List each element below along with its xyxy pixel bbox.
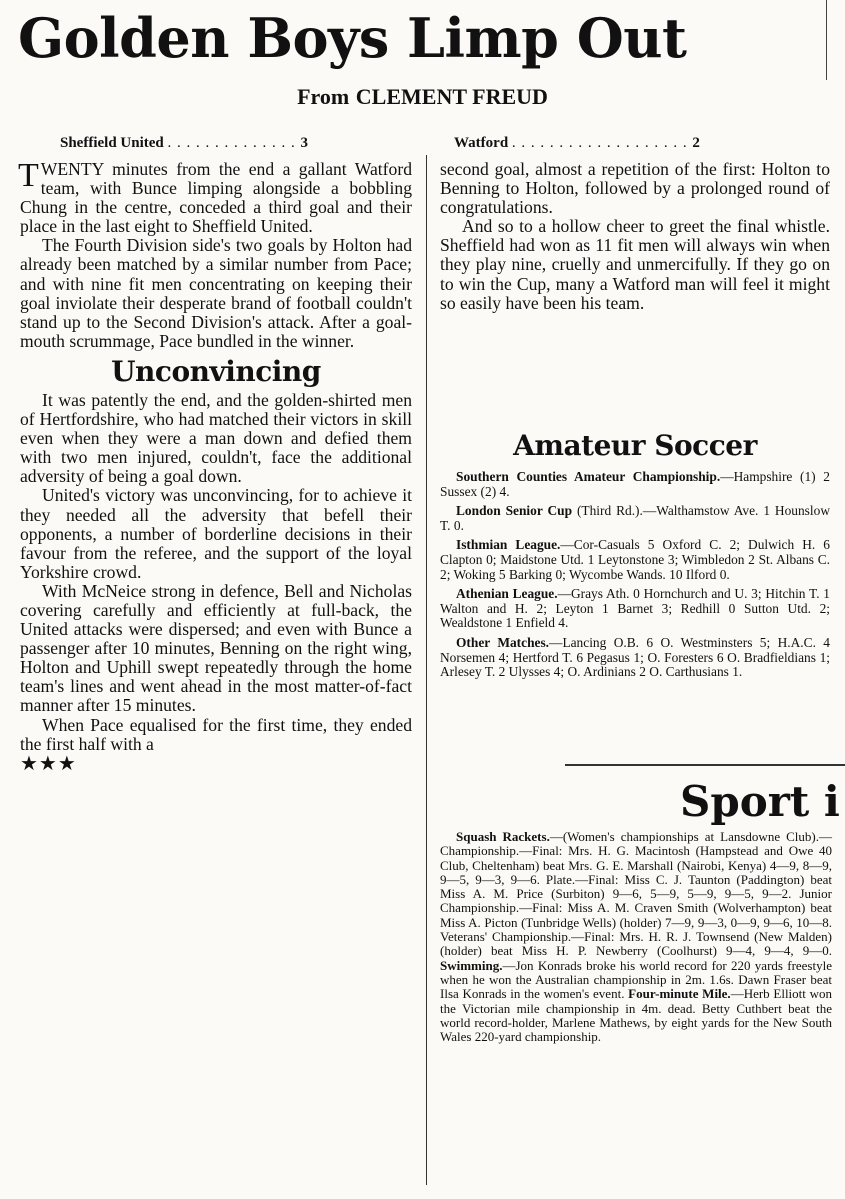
- article-paragraph: When Pace equalised for the first time, they ended the first half with a: [20, 714, 412, 754]
- result-text: —Grays Ath. 0 Hornchurch and U. 3; Hitchin T. 1 Walton and H. 2; Leyton 1 Barnet 3; Redhill 0 Sutton Utd. 2; Wealdstone 1 Enfield 4.: [440, 586, 830, 631]
- result-text: —Cor-Casuals 5 Oxford C. 2; Dulwich H. 6 Clapton 0; Maidstone Utd. 1 Leytonstone 3; Wimbledon 2 St. Albans C. 2; Woking 5 Barking 0; Wycombe Wands. 10 Ilford 0.: [440, 537, 830, 582]
- result-text: —Hampshire (1) 2 Sussex (2) 4.: [440, 469, 830, 499]
- result-label: Four-minute Mile.: [628, 986, 731, 1002]
- result-text: —Jon Konrads broke his world record for 220 yards freestyle when he won the Australian championship in 2m. 1.6s. Dawn Fraser beat Ilsa Konrads in the women's event.: [440, 957, 832, 1002]
- article-column-right: [440, 160, 830, 313]
- section-rule: [565, 764, 845, 766]
- result-label: Swimming.: [440, 957, 503, 973]
- headline: Golden Boys Limp Out: [18, 6, 687, 70]
- subheading: Unconvincing: [111, 354, 321, 388]
- result-item: [440, 636, 830, 680]
- amateur-soccer-heading: Amateur Soccer: [513, 429, 757, 462]
- article-column-left: [18, 157, 412, 775]
- byline-prefix: From: [297, 84, 350, 109]
- result-label: Athenian League.: [456, 586, 558, 602]
- result-label: Other Matches.: [456, 634, 550, 650]
- article-paragraph: And so to a hollow cheer to greet the final whistle. Sheffield had won as 11 fit men will always win when they play nine, cruelly and unmercifully. If they go on to win the Cup, many a Watford man will feel it might so easily have been his team.: [440, 216, 830, 313]
- article-paragraph: With McNeice strong in defence, Bell and Nicholas covering carefully and efficiently at full-back, the United attacks were dispersed; and even with Bunce a passenger after 10 minutes, Benning on the right wing, Holton and Uphill swept repeatedly through the home team's lines and went ahead in the most matter-of-fact manner after 15 minutes.: [20, 580, 412, 716]
- article-paragraph: second goal, almost a repetition of the first: Holton to Benning to Holton, followed by a prolonged round of congratulations.: [440, 159, 830, 218]
- paragraph-text: WENTY minutes from the end a gallant Watford team, with Bunce limping alongside a bobbling Chung in the centre, conceded a third goal and their place in the last eight to Sheffield United.: [20, 159, 412, 237]
- result-label: Squash Rackets.: [456, 829, 550, 844]
- dropcap: T: [18, 157, 39, 194]
- result-item: [440, 830, 832, 1044]
- byline: [0, 84, 845, 110]
- away-team: Watford: [454, 135, 509, 151]
- result-text: —(Women's championships at Lansdowne Club).—Championship.—Final: Mrs. H. G. Macintosh (Hampstead and Owe 40 Club, Cheltenham) beat Mrs. G. E. Marshall (Nairobi, Kenya) 4—9, 8—9, 9—5, 9—3, 9—6. Plate.—Final: Miss C. J. Taunton (Paddington) beat Miss A. M. Price (Surbiton) 9—6, 5—9, 5—9, 9—5, 9—2. Junior Championship.—Final: Miss A. M. Craven Smith (Wolverhampton) beat Miss A. Picton (Tunbridge Wells) (holder) 7—9, 9—3, 0—9, 9—6, 10—8. Veterans' Championship.—Final: Mrs. H. R. J. Townsend (New Malden) (holder) beat Miss H. P. Newberry (Coolhurst) 9—4, 9—4, 9—0.: [440, 829, 832, 959]
- article-paragraph: It was patently the end, and the golden-shirted men of Hertfordshire, who had matched their victors in skill even when they were a man down and defied them with two men injured, couldn't, face the additional adversity of being a goal down.: [20, 389, 412, 487]
- result-text: —Lancing O.B. 6 O. Westminsters 5; H.A.C. 4 Norsemen 4; Hertford T. 6 Pegasus 1; O. Foresters 6 O. Bradfieldians 1; Arlesey T. 2 Ulysses 4; O. Ardinians 2 O. Carthusians 1.: [440, 634, 830, 680]
- result-item: [440, 470, 830, 499]
- score-home: [60, 134, 308, 152]
- result-item: [440, 504, 830, 533]
- byline-author: CLEMENT FREUD: [355, 84, 548, 109]
- home-team: Sheffield United: [60, 135, 164, 151]
- column-rule: [826, 0, 827, 80]
- result-text: (Third Rd.).—Walthamstow Ave. 1 Hounslow T. 0.: [440, 503, 830, 533]
- dot-leader: . . . . . . . . . . . . . .: [167, 135, 301, 151]
- article-paragraph: [18, 157, 412, 237]
- amateur-soccer-results: [440, 470, 830, 685]
- article-paragraph: The Fourth Division side's two goals by Holton had already been matched by a similar number from Pace; and with nine fit men concentrating on keeping their goal inviolate their desperate brand of football couldn't stand up to the Second Division's attack. After a goal-mouth scrummage, Pace bundled in the winner.: [20, 235, 412, 351]
- result-text: —Herb Elliott won the Victorian mile championship in 4m. dead. Betty Cuthbert beat the world record-holder, Marlene Mathews, by eight yards for the New South Wales 220-yard championship.: [440, 986, 832, 1045]
- result-label: Southern Counties Amateur Championship.: [456, 469, 721, 484]
- result-item: [440, 538, 830, 582]
- result-label: London Senior Cup: [456, 503, 573, 519]
- sport-results: [440, 830, 832, 1044]
- home-goals: 3: [300, 135, 309, 151]
- column-rule: [426, 155, 427, 1185]
- away-goals: 2: [692, 135, 700, 151]
- result-item: [440, 587, 830, 631]
- sport-heading: Sport i: [680, 777, 840, 826]
- score-away: [454, 134, 700, 152]
- continuation-stars: ★★★: [20, 752, 77, 775]
- result-label: Isthmian League.: [456, 537, 561, 553]
- article-paragraph: United's victory was unconvincing, for to achieve it they needed all the adversity that befell their opponents, a number of borderline decisions in their favour from the referee, and the support of the loyal Yorkshire crowd.: [20, 485, 412, 582]
- dot-leader: . . . . . . . . . . . . . . . . . . .: [511, 135, 693, 151]
